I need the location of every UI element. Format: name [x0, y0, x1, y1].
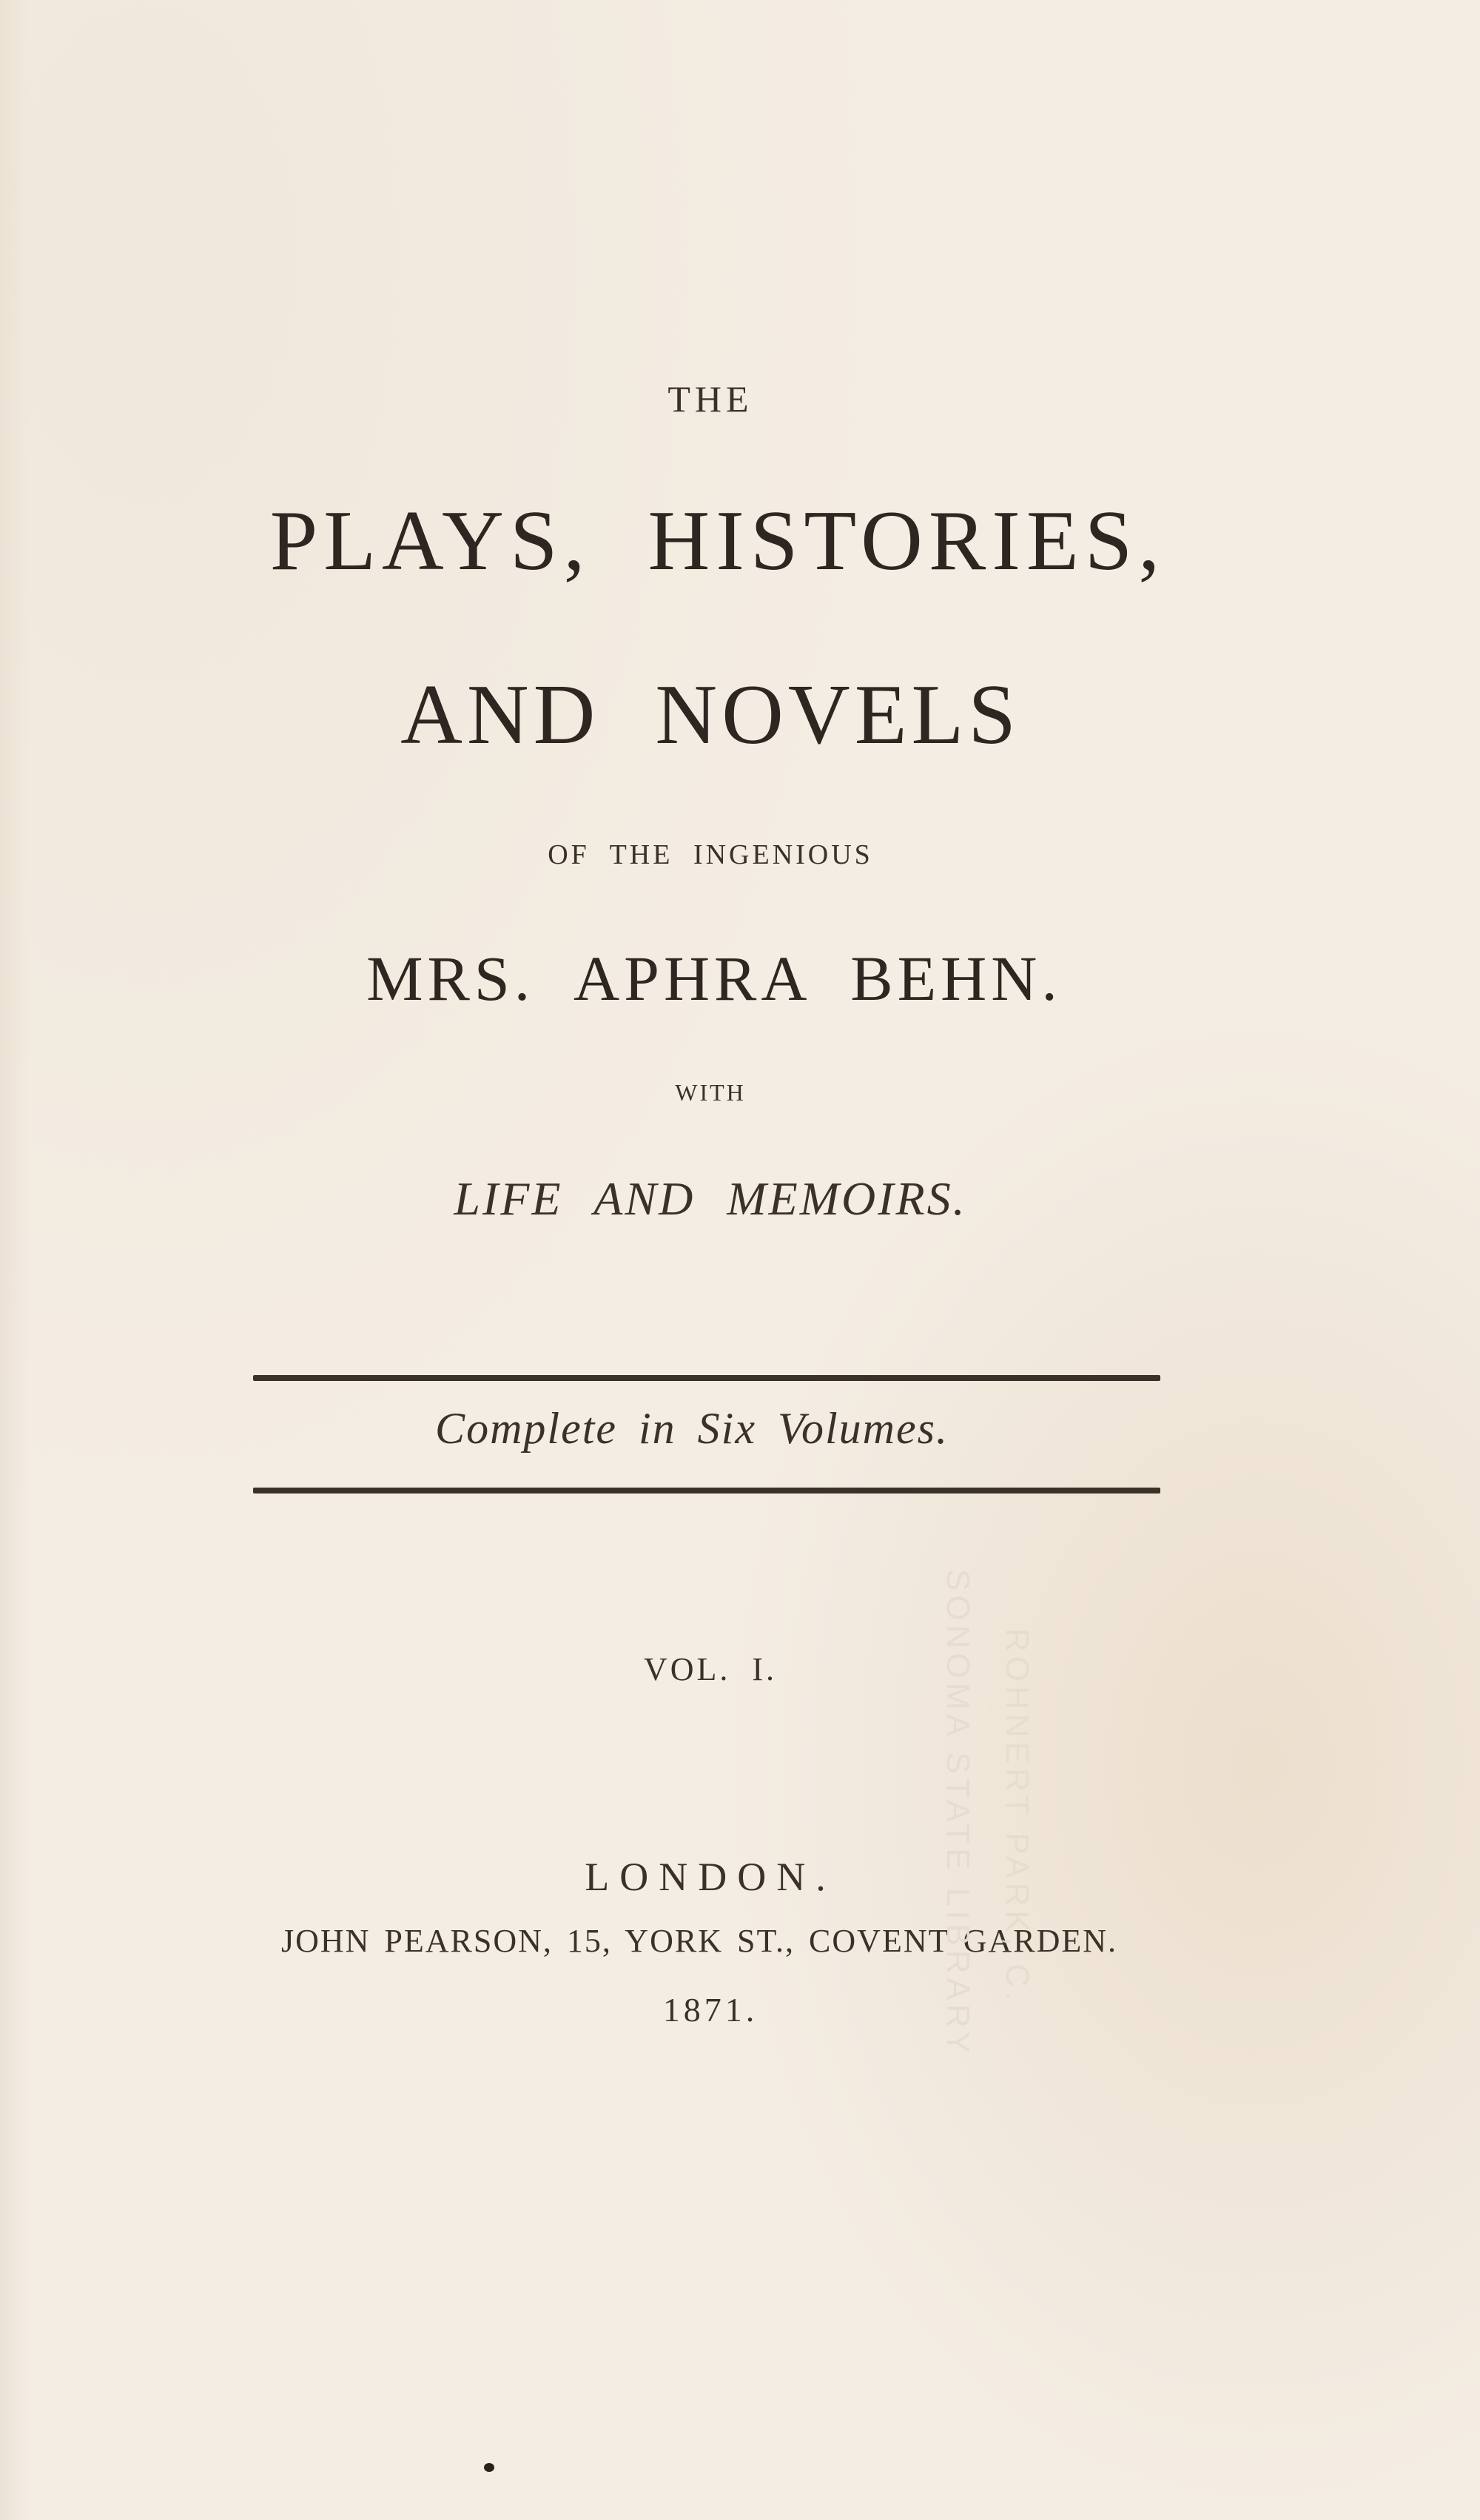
imprint-publisher: JOHN PEARSON, 15, YORK ST., COVENT GARDEN.	[280, 1923, 1118, 1959]
with-text: WITH	[675, 1079, 746, 1106]
title-the: THE	[667, 378, 753, 420]
of-the-ingenious: OF THE INGENIOUS	[548, 839, 873, 870]
top-rule-divider	[253, 1375, 1160, 1381]
complete-in-six-volumes: Complete in Six Volumes.	[435, 1404, 949, 1453]
author-name: MRS. APHRA BEHN.	[366, 943, 1062, 1014]
imprint-city: LONDON.	[585, 1855, 836, 1899]
ink-speck	[484, 2463, 494, 2472]
bottom-rule-divider	[253, 1488, 1160, 1493]
volume-number: VOL. I.	[643, 1651, 778, 1687]
stamp-line-2: ROHNERT PARK, C.	[999, 1628, 1035, 2006]
stamp-line-1: SONOMA STATE LIBRARY	[940, 1569, 976, 2058]
title-line-1: PLAYS, HISTORIES,	[269, 494, 1166, 588]
library-blind-stamp	[918, 1569, 1080, 2072]
title-line-2: AND NOVELS	[400, 668, 1020, 762]
imprint-year: 1871.	[662, 1991, 758, 2029]
life-and-memoirs: LIFE AND MEMOIRS.	[454, 1172, 967, 1225]
